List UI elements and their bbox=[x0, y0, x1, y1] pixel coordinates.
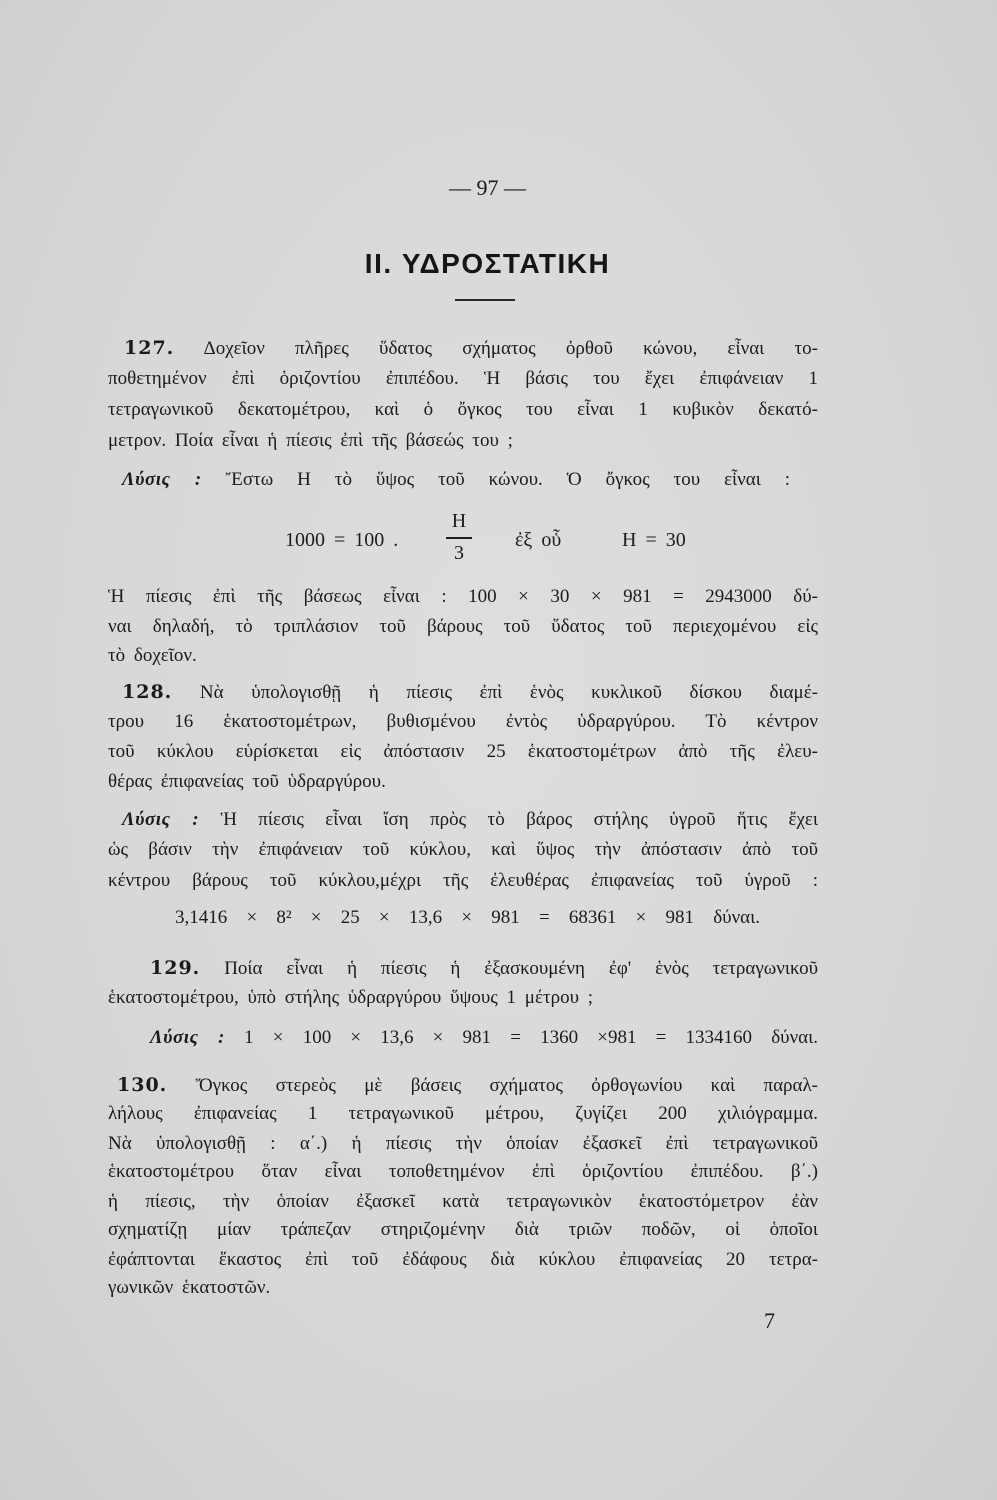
p128-line-3: τοῦ κύκλου εὑρίσκεται εἰς ἀπόστασιν 25 ἑκατοστομέτρων ἀπὸ τῆς ἐλευ- bbox=[108, 741, 818, 762]
signature-mark: 7 bbox=[764, 1308, 775, 1333]
problem-127-number: 127. bbox=[124, 337, 175, 359]
eq-result: Η = 30 bbox=[622, 529, 686, 551]
p130-line-2: λήλους ἐπιφανείας 1 τετραγωνικοῦ μέτρου, ζυγίζει 200 χιλιόγραμμα. bbox=[108, 1103, 818, 1124]
eq-connector: ἐξ οὗ bbox=[515, 529, 562, 551]
fraction-bar bbox=[446, 537, 472, 539]
p127-line-3: τετραγωνικοῦ δεκατομέτρου, καὶ ὁ ὄγκος του εἶναι 1 κυβικὸν δεκατό- bbox=[108, 399, 818, 420]
p128-line-4: θέρας ἐπιφανείας τοῦ ὑδραργύρου. bbox=[108, 771, 386, 792]
chapter-title: II. ΥΔΡΟΣΤΑΤΙΚΗ bbox=[364, 248, 611, 279]
fraction-numerator: Η bbox=[451, 510, 467, 532]
solution-intro-text: Ἔστω Η τὸ ὕψος τοῦ κώνου. Ὁ ὄγκος του εἶναι : bbox=[225, 469, 791, 490]
p128-solution-line-1 bbox=[122, 805, 818, 835]
p128-line-2: τρου 16 ἑκατοστομέτρων, βυθισμένου ἐντὸς ὑδραργύρου. Τὸ κέντρον bbox=[108, 711, 818, 732]
p127-solution-line-2: ναι δηλαδή, τὸ τριπλάσιον τοῦ βάρους τοῦ ὕδατος τοῦ περιεχομένου εἰς bbox=[108, 616, 818, 637]
p130-line-4: ἑκατοστομέτρου ὅταν εἶναι τοποθετημένον ἐπὶ ὁριζοντίου ἐπιπέδου. β΄.) bbox=[108, 1161, 818, 1182]
p129-solution bbox=[150, 1023, 818, 1053]
p128-equation: 3,1416 × 8² × 25 × 13,6 × 981 = 68361 × 981 δύναι. bbox=[175, 907, 760, 928]
p128-solution-line-2: ὡς βάσιν τὴν ἐπιφάνειαν τοῦ κύκλου, καὶ ὕψος τὴν ἀπόστασιν ἀπὸ τοῦ bbox=[108, 839, 818, 860]
p129-line-2: ἑκατοστομέτρου, ὑπὸ στήλης ὑδραργύρου ὕψους 1 μέτρου ; bbox=[108, 987, 594, 1008]
solution-text: 1 × 100 × 13,6 × 981 = 1360 ×981 = 1334160 δύναι. bbox=[244, 1027, 818, 1048]
p127-line-4: μετρον. Ποία εἶναι ἡ πίεσις ἐπὶ τῆς βάσεώς του ; bbox=[108, 430, 513, 451]
p127-line-1 bbox=[124, 333, 818, 363]
fraction-denominator: 3 bbox=[454, 542, 464, 564]
p130-line-6: σχηματίζῃ μίαν τράπεζαν στηριζομένην διὰ τριῶν ποδῶν, οἱ ὁποῖοι bbox=[108, 1219, 818, 1240]
p127-line-2: ποθετημένον ἐπὶ ὁριζοντίου ἐπιπέδου. Ἡ βάσις του ἔχει ἐπιφάνειαν 1 bbox=[108, 368, 818, 389]
solution-text-1: Ἡ πίεσις εἶναι ἴση πρὸς τὸ βάρος στήλης ὑγροῦ ἥτις ἔχει bbox=[220, 809, 818, 830]
title-divider bbox=[455, 299, 515, 301]
problem-130-text-1: Ὄγκος στερεὸς μὲ βάσεις σχήματος ὀρθογωνίου καὶ παραλ- bbox=[195, 1075, 818, 1096]
eq-left-side: 1000 = 100 . bbox=[285, 529, 399, 551]
p130-line-1 bbox=[117, 1070, 818, 1100]
problem-129-number: 129. bbox=[150, 957, 201, 979]
solution-label: Λύσις : bbox=[122, 809, 200, 830]
p130-line-3: Νὰ ὑπολογισθῇ : α΄.) ἡ πίεσις τὴν ὁποίαν ἐξασκεῖ ἐπὶ τετραγωνικοῦ bbox=[108, 1133, 818, 1154]
problem-129-text-1: Ποία εἶναι ἡ πίεσις ἡ ἐξασκουμένη ἐφ' ἑνὸς τετραγωνικοῦ bbox=[224, 958, 819, 979]
p130-line-7: ἐφάπτονται ἕκαστος ἐπὶ τοῦ ἐδάφους διὰ κύκλου ἐπιφανείας 20 τετρα- bbox=[108, 1249, 818, 1270]
page-number-header: — 97 — bbox=[449, 175, 526, 200]
p127-solution-line-3: τὸ δοχεῖον. bbox=[108, 645, 197, 666]
p128-line-1 bbox=[122, 677, 818, 707]
problem-128-text-1: Νὰ ὑπολογισθῇ ἡ πίεσις ἐπὶ ἑνὸς κυκλικοῦ δίσκου διαμέ- bbox=[199, 682, 819, 703]
p130-line-5: ἡ πίεσις, τὴν ὁποίαν ἐξασκεῖ κατὰ τετραγωνικὸν ἑκατοστόμετρον ἐὰν bbox=[108, 1191, 818, 1212]
p127-solution-line-1: Ἡ πίεσις ἐπὶ τῆς βάσεως εἶναι : 100 × 30 × 981 = 2943000 δύ- bbox=[108, 586, 818, 607]
p129-line-1 bbox=[150, 953, 818, 983]
solution-label: Λύσις : bbox=[122, 469, 202, 490]
solution-label: Λύσις : bbox=[150, 1027, 225, 1048]
problem-130-number: 130. bbox=[117, 1074, 168, 1096]
problem-127-text-1: Δοχεῖον πλῆρες ὕδατος σχήματος ὀρθοῦ κώνου, εἶναι το- bbox=[203, 338, 818, 359]
problem-128-number: 128. bbox=[122, 681, 173, 703]
p127-solution-intro bbox=[122, 465, 790, 495]
p128-solution-line-3: κέντρου βάρους τοῦ κύκλου,μέχρι τῆς ἐλευθέρας ἐπιφανείας τοῦ ὑγροῦ : bbox=[108, 870, 818, 891]
p130-line-8: γωνικῶν ἑκατοστῶν. bbox=[108, 1277, 271, 1298]
